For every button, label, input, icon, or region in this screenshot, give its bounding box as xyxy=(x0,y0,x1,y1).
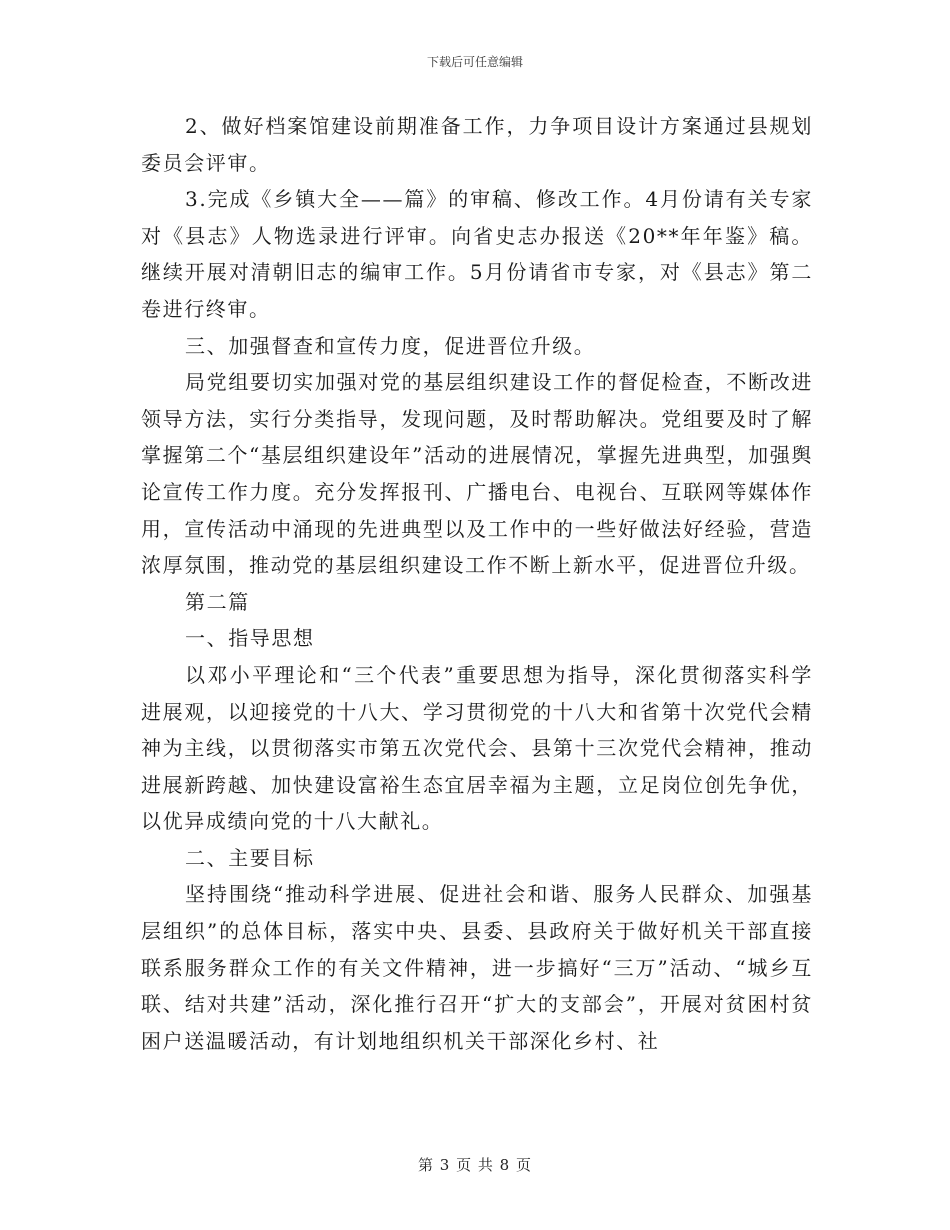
paragraph-guiding-ideology: 以邓小平理论和“三个代表”重要思想为指导，深化贯彻落实科学进展观，以迎接党的十八大、学习贯彻党的十八大和省第十次党代会精神为主线，以贯彻落实市第五次党代会、县第十三次党代会精神，推动进展新跨越、加快建设富裕生态宜居幸福为主题，立足岗位创先争优，以优异成绩向党的十八大献礼。 xyxy=(141,662,813,834)
document-body xyxy=(141,108,813,1059)
paragraph-main-goals: 坚持围绕“推动科学进展、促进社会和谐、服务人民群众、加强基层组织”的总体目标，落实中央、县委、县政府关于做好机关干部直接联系服务群众工作的有关文件精神，进一步搞好“三万”活动、“城乡互联、结对共建”活动，深化推行召开“扩大的支部会”，开展对贫困村贫困户送温暖活动，有计划地组织机关干部深化乡村、社 xyxy=(141,882,813,1053)
paragraph-supervision: 局党组要切实加强对党的基层组织建设工作的督促检查，不断改进领导方法，实行分类指导，发现问题，及时帮助解决。党组要及时了解掌握第二个“基层组织建设年”活动的进展情况，掌握先进典型，加强舆论宣传工作力度。充分发挥报刊、广播电台、电视台、互联网等媒体作用，宣传活动中涌现的先进典型以及工作中的一些好做法好经验，营造浓厚氛围，推动党的基层组织建设工作不断上新水平，促进晋位升级。 xyxy=(141,370,813,578)
paragraph-archive-preparation: 2、做好档案馆建设前期准备工作，力争项目设计方案通过县规划委员会评审。 xyxy=(141,114,813,175)
page-footer: 第 3 页 共 8 页 xyxy=(418,1156,532,1174)
section-heading-main-goals: 二、主要目标 xyxy=(185,845,315,870)
page-header: 下载后可任意编辑 xyxy=(426,55,523,69)
section-heading-supervision: 三、加强督查和宣传力度，促进晋位升级。 xyxy=(185,333,596,358)
chapter-heading: 第二篇 xyxy=(185,589,250,614)
section-heading-guiding-ideology: 一、指导思想 xyxy=(185,626,315,651)
paragraph-gazetteer-review: 3.完成《乡镇大全——篇》的审稿、修改工作。4月份请有关专家对《县志》人物选录进行评审。向省史志办报送《20**年年鉴》稿。继续开展对清朝旧志的编审工作。5月份请省市专家，对《县志》第二卷进行终审。 xyxy=(141,187,813,321)
